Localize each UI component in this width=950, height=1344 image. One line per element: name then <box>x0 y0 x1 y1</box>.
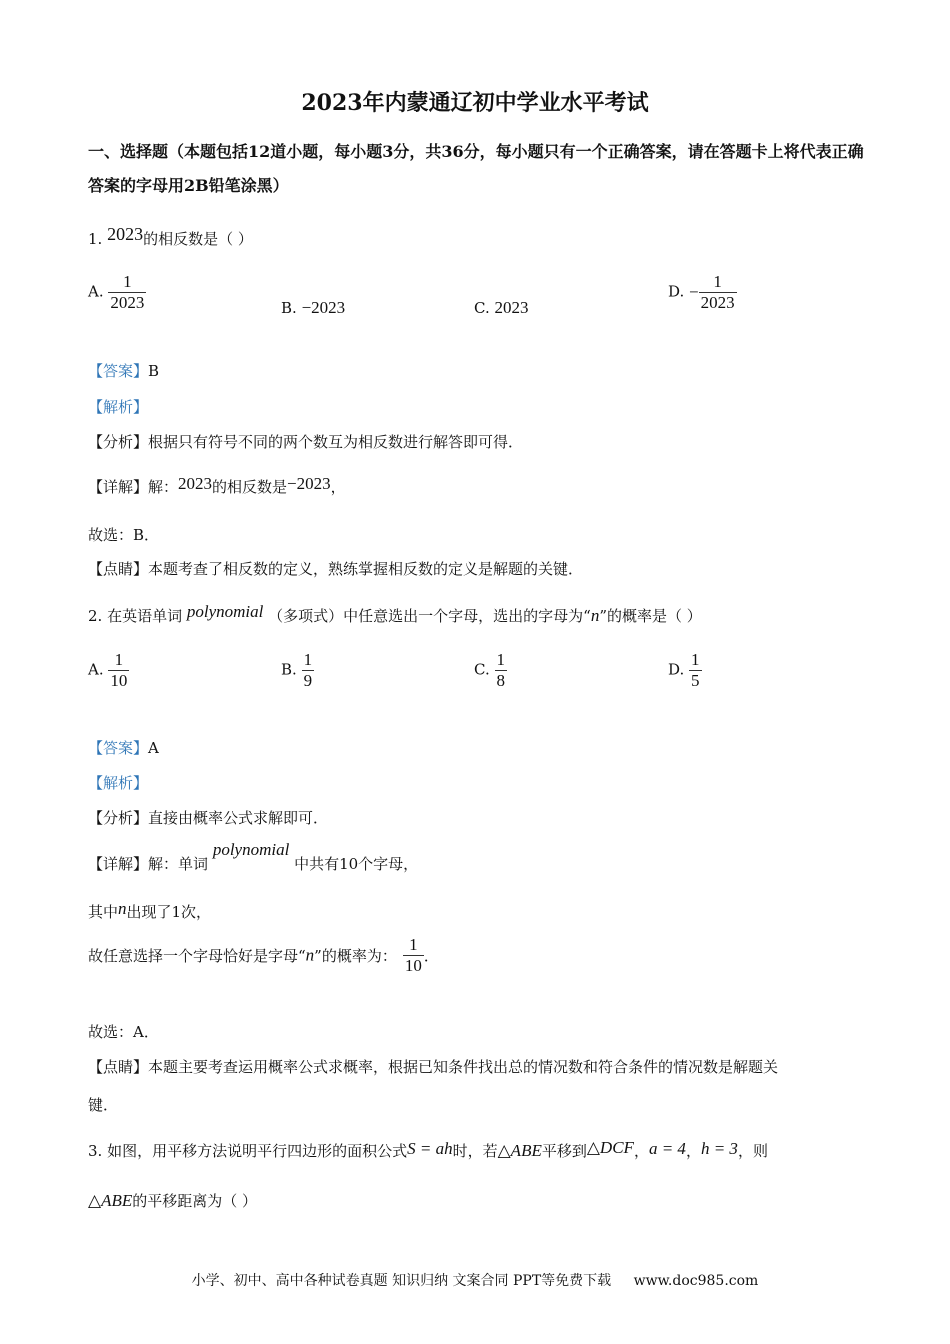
q1-answer: 【答案】B <box>88 362 160 380</box>
q1-option-a: A. $\frac{1}{2023}$ <box>88 272 145 312</box>
q2-option-b: B. $\frac{1}{9}$ <box>281 650 313 690</box>
q1-stem: 1. 2023的相反数是（ ） <box>88 224 253 248</box>
q2-stem: 2. 在英语单词 polynomial （多项式）中任意选出一个字母，选出的字母为“n”的概率是（ ） <box>88 602 702 625</box>
fraction: $\frac{1}{5}$ <box>691 650 700 690</box>
fraction: $\frac{1}{10}$ <box>404 935 422 975</box>
q2-fenxi: 【分析】直接由概率公式求解即可． <box>88 809 329 827</box>
footer-url[interactable]: www.doc985.com <box>633 1273 759 1289</box>
q3-stem: 3. 如图，用平移方法说明平行四边形的面积公式S = ah时，若△ABE平移到△DCF，a = 4，h = 3，则 <box>88 1138 768 1160</box>
q2-answer: 【答案】A <box>88 739 159 757</box>
section-heading: 一、选择题（本题包括12道小题，每小题3分，共36分，每小题只有一个正确答案，请在答题卡上将代表正确答案的字母用2B铅笔涂黑） <box>88 142 864 195</box>
fraction: $\frac{1}{10}$ <box>110 650 128 690</box>
q1-option-d: D. − $\frac{1}{2023}$ <box>668 272 735 312</box>
q1-dianjing: 【点睛】本题考查了相反数的定义，熟练掌握相反数的定义是解题的关键． <box>88 560 584 578</box>
q2-dianjing: 【点睛】本题主要考查运用概率公式求概率，根据已知条件找出总的情况数和符合条件的情况数是解题关 <box>88 1058 779 1076</box>
q2-option-a: A. $\frac{1}{10}$ <box>88 650 128 690</box>
q1-choose: 故选：B． <box>88 526 160 544</box>
page-footer: 小学、初中、高中各种试卷真题 知识归纳 文案合同 PPT等免费下载 www.doc985.com <box>191 1273 759 1289</box>
q2-option-c: C. $\frac{1}{8}$ <box>474 650 505 690</box>
q2-dianjing-cont: 键． <box>88 1096 119 1114</box>
q1-option-b: B. −2023 <box>281 298 346 317</box>
q1-analysis-label: 【解析】 <box>88 398 149 416</box>
q1-detail: 【详解】解：2023的相反数是−2023， <box>88 474 346 496</box>
q1-option-c: C. 2023 <box>474 298 529 317</box>
fraction: $\frac{1}{2023}$ <box>110 272 145 312</box>
q2-choose: 故选：A． <box>88 1023 159 1041</box>
q2-detail-line2: 其中n出现了1次， <box>88 899 212 921</box>
q2-option-d: D. $\frac{1}{5}$ <box>668 650 700 690</box>
q1-fenxi: 【分析】根据只有符号不同的两个数互为相反数进行解答即可得． <box>88 433 524 451</box>
fraction: $\frac{1}{2023}$ <box>700 272 735 312</box>
q2-analysis-label: 【解析】 <box>88 774 149 792</box>
q3-stem-line2: △ABE的平移距离为（ ） <box>88 1191 258 1210</box>
fraction: $\frac{1}{9}$ <box>303 650 313 690</box>
q2-detail-line3: 故任意选择一个字母恰好是字母“n”的概率为： $\frac{1}{10}$ ． <box>88 935 439 975</box>
q2-detail: 【详解】解：单词 polynomial 中共有10个字母， <box>88 840 419 873</box>
fraction: $\frac{1}{8}$ <box>496 650 505 690</box>
page-title: 2023年内蒙通辽初中学业水平考试 <box>301 90 649 116</box>
